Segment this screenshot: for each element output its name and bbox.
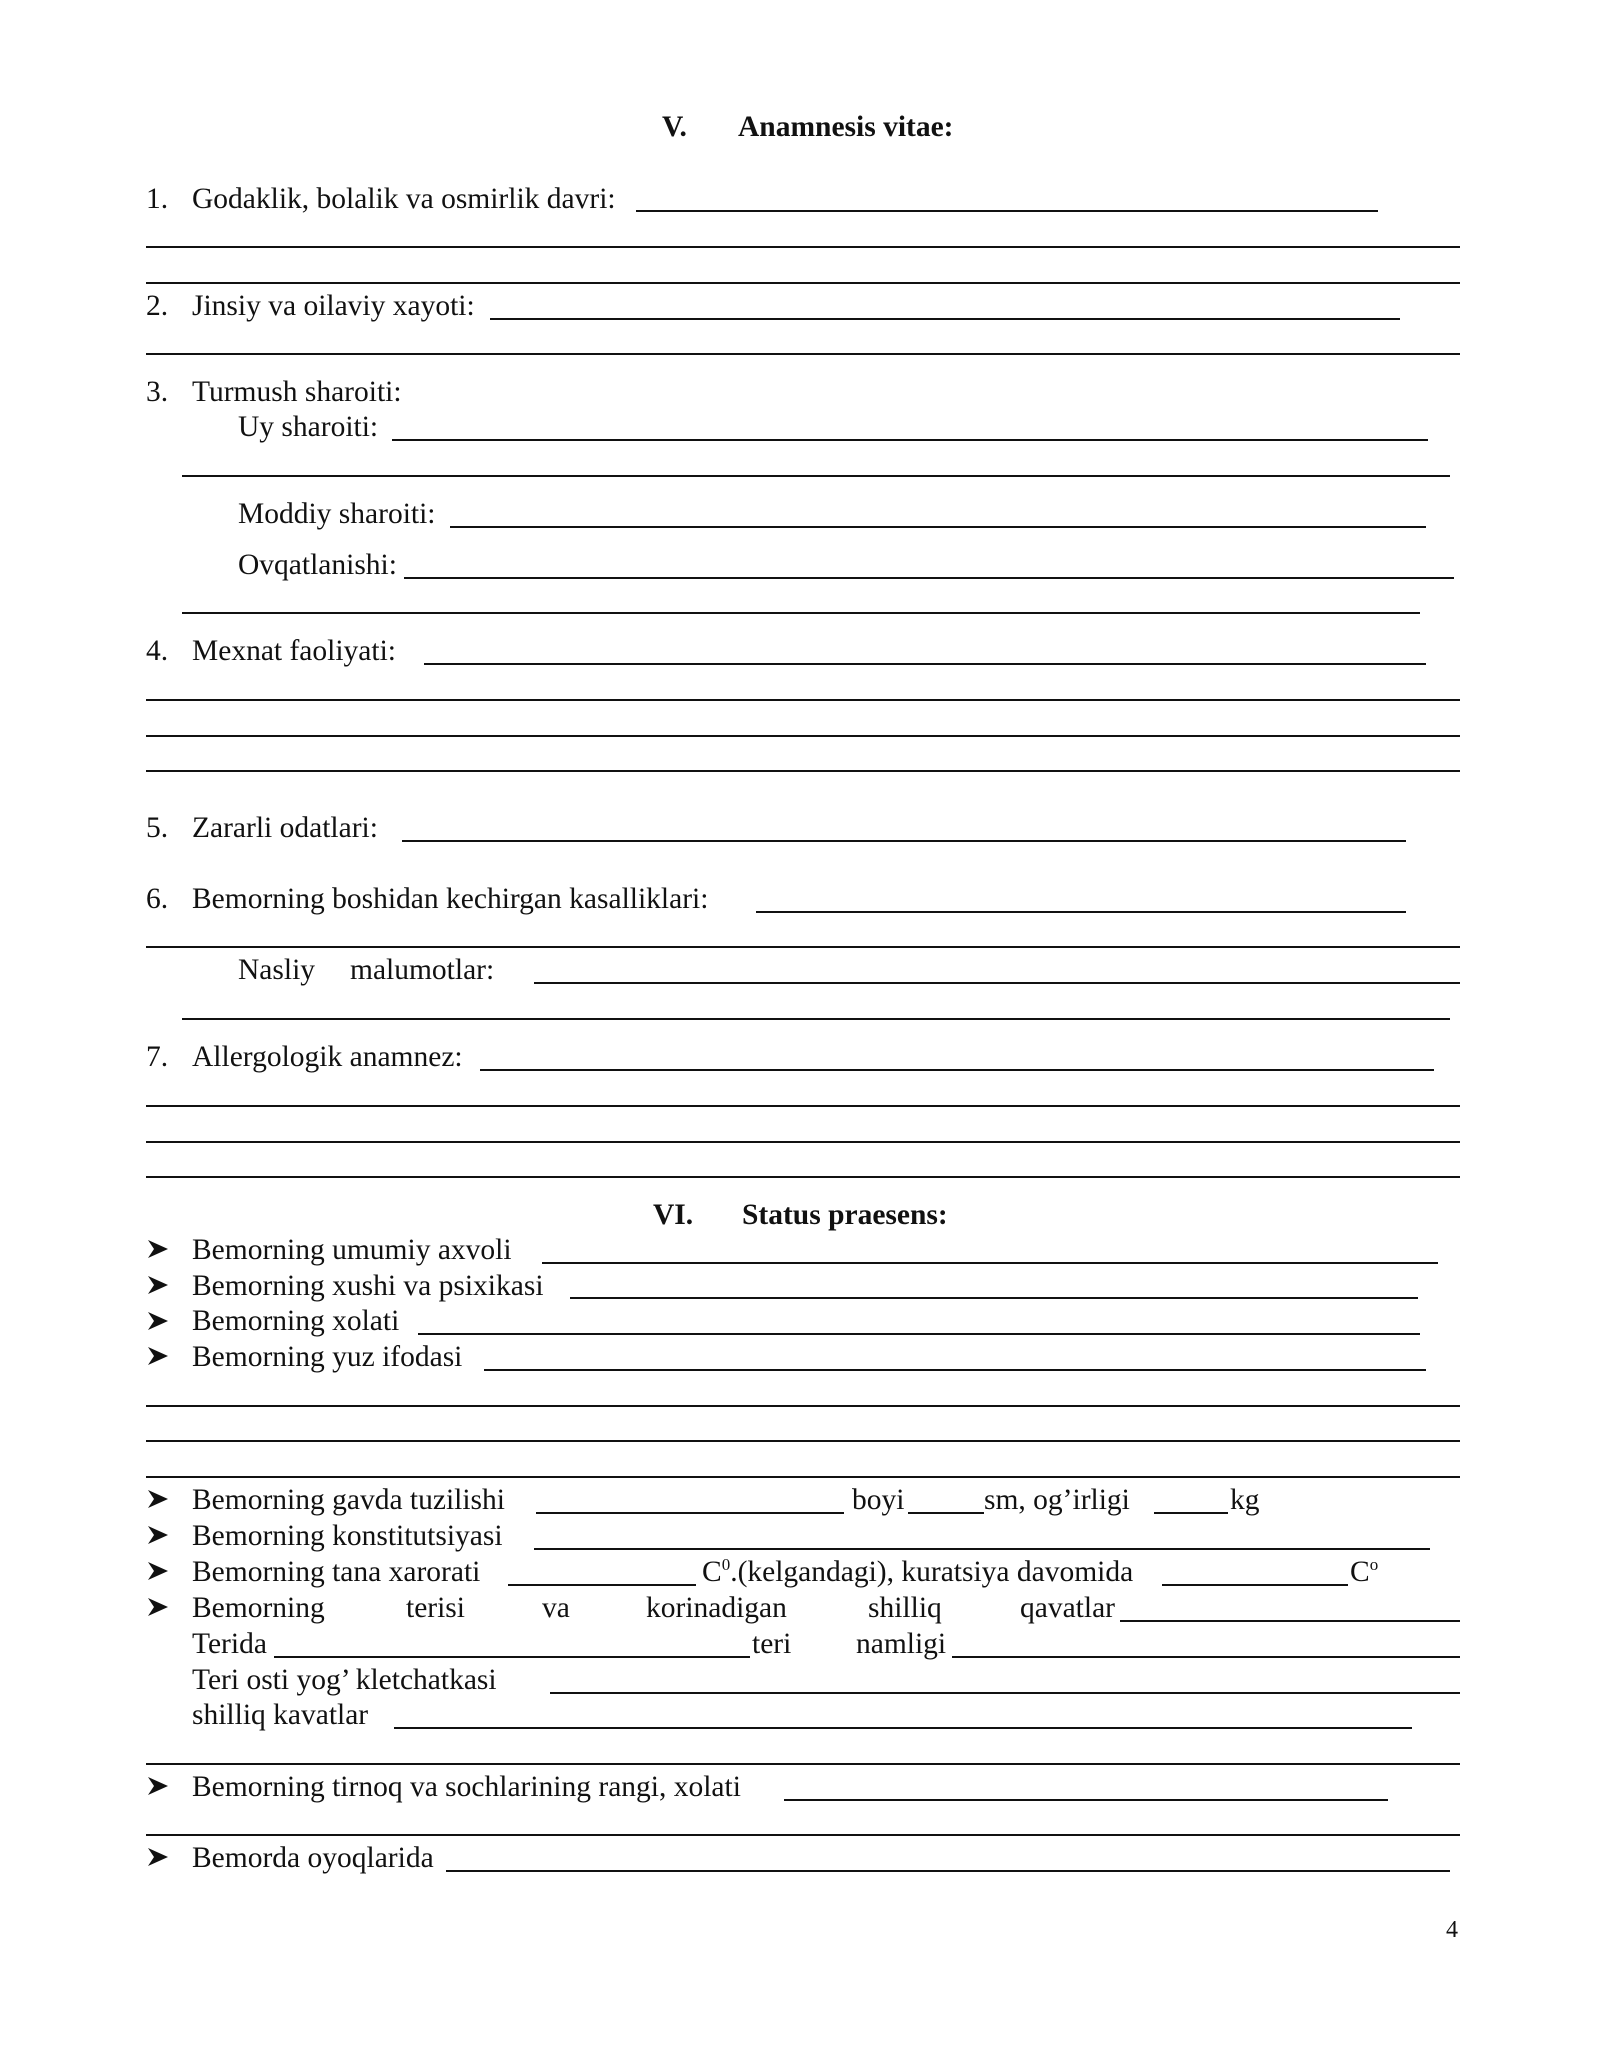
item-7-number: 7. (146, 1041, 169, 1073)
section-v-number: V. (662, 111, 687, 143)
bullet-arrow-icon (146, 1273, 170, 1297)
nasliy-label: Nasliy (238, 954, 316, 986)
bullet-arrow-icon (146, 1309, 170, 1333)
uy-sharoiti-label: Uy sharoiti: (238, 411, 379, 443)
xolati-blank[interactable] (418, 1333, 1420, 1335)
gavda-tuzilishi-label: Bemorning gavda tuzilishi (192, 1484, 505, 1516)
ovqatlanishi-label: Ovqatlanishi: (238, 549, 397, 581)
item-2-label: Jinsiy va oilaviy xayoti: (192, 290, 475, 322)
tana-xarorati-unit (702, 1555, 1134, 1588)
item-5-label: Zararli odatlari: (192, 812, 378, 844)
uy-sharoiti-line-2[interactable] (182, 475, 1450, 477)
item-1-blank[interactable] (636, 210, 1378, 212)
sm-ogirligi-label: sm, og’irligi (984, 1484, 1130, 1516)
bullet-arrow-icon (146, 1487, 170, 1511)
celsius-c: C (702, 1556, 722, 1588)
malumotlar-label: malumotlar: (350, 954, 495, 986)
ovqatlanishi-blank[interactable] (404, 577, 1454, 579)
teri-osti-label: Teri osti yog’ kletchatkasi (192, 1664, 497, 1696)
uy-sharoiti-blank[interactable] (392, 439, 1428, 441)
umumiy-axvoli-label: Bemorning umumiy axvoli (192, 1234, 512, 1266)
item-6-blank[interactable] (756, 911, 1406, 913)
tirnoq-sochlar-line-2[interactable] (146, 1834, 1460, 1836)
nasliy-blank[interactable] (534, 982, 1460, 984)
yuz-ifodasi-blank[interactable] (484, 1369, 1426, 1371)
moddiy-sharoiti-label: Moddiy sharoiti: (238, 498, 436, 530)
item-7-line-3[interactable] (146, 1141, 1460, 1143)
bullet-arrow-icon (146, 1237, 170, 1261)
terisi-word-5: shilliq (868, 1592, 942, 1624)
boyi-blank[interactable] (908, 1512, 984, 1514)
bullet-arrow-icon (146, 1344, 170, 1368)
item-6-label: Bemorning boshidan kechirgan kasalliklari: (192, 883, 709, 915)
section-vi-title: Status praesens: (742, 1199, 948, 1231)
item-4-label: Mexnat faoliyati: (192, 635, 396, 667)
item-6-number: 6. (146, 883, 169, 915)
konstitutsiyasi-blank[interactable] (534, 1548, 1430, 1550)
item-7-line-4[interactable] (146, 1176, 1460, 1178)
shilliq-kavatlar-line-2[interactable] (146, 1763, 1460, 1765)
item-1-label: Godaklik, bolalik va osmirlik davri: (192, 183, 616, 215)
oyoqlarida-label: Bemorda oyoqlarida (192, 1842, 434, 1874)
item-4-line-2[interactable] (146, 699, 1460, 701)
ogirligi-blank[interactable] (1154, 1512, 1228, 1514)
kelgandagi-text: .(kelgandagi), kuratsiya davomida (730, 1556, 1134, 1588)
yuz-ifodasi-line-4[interactable] (146, 1476, 1460, 1478)
terisi-word-1: Bemorning (192, 1592, 325, 1624)
xushi-psixikasi-blank[interactable] (570, 1297, 1418, 1299)
item-5-number: 5. (146, 812, 169, 844)
yuz-ifodasi-line-2[interactable] (146, 1405, 1460, 1407)
terisi-word-6: qavatlar (1020, 1592, 1115, 1624)
tirnoq-sochlar-label: Bemorning tirnoq va sochlarining rangi, xolati (192, 1771, 741, 1803)
celsius-c-2: C (1350, 1556, 1370, 1588)
gavda-tuzilishi-blank[interactable] (536, 1512, 844, 1514)
item-2-line-2[interactable] (146, 353, 1460, 355)
item-7-blank[interactable] (480, 1069, 1434, 1071)
item-7-line-2[interactable] (146, 1105, 1460, 1107)
celsius-degree-2: o (1369, 1555, 1379, 1574)
item-4-line-4[interactable] (146, 770, 1460, 772)
namligi-label: namligi (856, 1628, 947, 1660)
yuz-ifodasi-line-3[interactable] (146, 1440, 1460, 1442)
item-3-number: 3. (146, 376, 169, 408)
bullet-arrow-icon (146, 1845, 170, 1869)
tana-xarorati-label: Bemorning tana xarorati (192, 1556, 481, 1588)
item-1-line-2[interactable] (146, 246, 1460, 248)
terisi-word-2: terisi (406, 1592, 465, 1624)
yuz-ifodasi-label: Bemorning yuz ifodasi (192, 1341, 463, 1373)
teri-label: teri (752, 1628, 792, 1660)
nasliy-line-2[interactable] (182, 1018, 1450, 1020)
teri-osti-blank[interactable] (550, 1692, 1460, 1694)
kuratsiya-unit (1350, 1555, 1379, 1588)
xolati-label: Bemorning xolati (192, 1305, 400, 1337)
namligi-blank[interactable] (952, 1656, 1460, 1658)
celsius-degree: 0 (721, 1555, 731, 1574)
terisi-word-4: korinadigan (646, 1592, 787, 1624)
page-number: 4 (1446, 1917, 1458, 1943)
section-v-title: Anamnesis vitae: (738, 111, 954, 143)
item-3-label: Turmush sharoiti: (192, 376, 402, 408)
tirnoq-sochlar-blank[interactable] (784, 1799, 1388, 1801)
shilliq-kavatlar-blank[interactable] (394, 1727, 1412, 1729)
kg-label: kg (1230, 1484, 1260, 1516)
bullet-arrow-icon (146, 1559, 170, 1583)
section-vi-number: VI. (653, 1199, 694, 1231)
item-5-blank[interactable] (402, 840, 1406, 842)
boyi-label: boyi (852, 1484, 905, 1516)
shilliq-kavatlar-label: shilliq kavatlar (192, 1699, 369, 1731)
oyoqlarida-blank[interactable] (446, 1870, 1450, 1872)
ovqatlanishi-line-2[interactable] (182, 612, 1420, 614)
item-4-number: 4. (146, 635, 169, 667)
qavatlar-blank[interactable] (1120, 1620, 1460, 1622)
terida-label: Terida (192, 1628, 267, 1660)
umumiy-axvoli-blank[interactable] (542, 1262, 1438, 1264)
item-4-line-3[interactable] (146, 735, 1460, 737)
tana-xarorati-kuratsiya-blank[interactable] (1162, 1584, 1348, 1586)
xushi-psixikasi-label: Bemorning xushi va psixikasi (192, 1270, 544, 1302)
terisi-word-3: va (542, 1592, 570, 1624)
item-2-blank[interactable] (490, 318, 1400, 320)
item-1-line-3[interactable] (146, 282, 1460, 284)
item-7-label: Allergologik anamnez: (192, 1041, 463, 1073)
item-6-line-2[interactable] (146, 946, 1460, 948)
konstitutsiyasi-label: Bemorning konstitutsiyasi (192, 1520, 503, 1552)
item-4-blank[interactable] (424, 663, 1426, 665)
bullet-arrow-icon (146, 1595, 170, 1619)
item-1-number: 1. (146, 183, 169, 215)
tana-xarorati-kelgandagi-blank[interactable] (508, 1584, 696, 1586)
bullet-arrow-icon (146, 1774, 170, 1798)
moddiy-sharoiti-blank[interactable] (450, 526, 1426, 528)
item-2-number: 2. (146, 290, 169, 322)
terida-blank[interactable] (274, 1656, 750, 1658)
bullet-arrow-icon (146, 1523, 170, 1547)
